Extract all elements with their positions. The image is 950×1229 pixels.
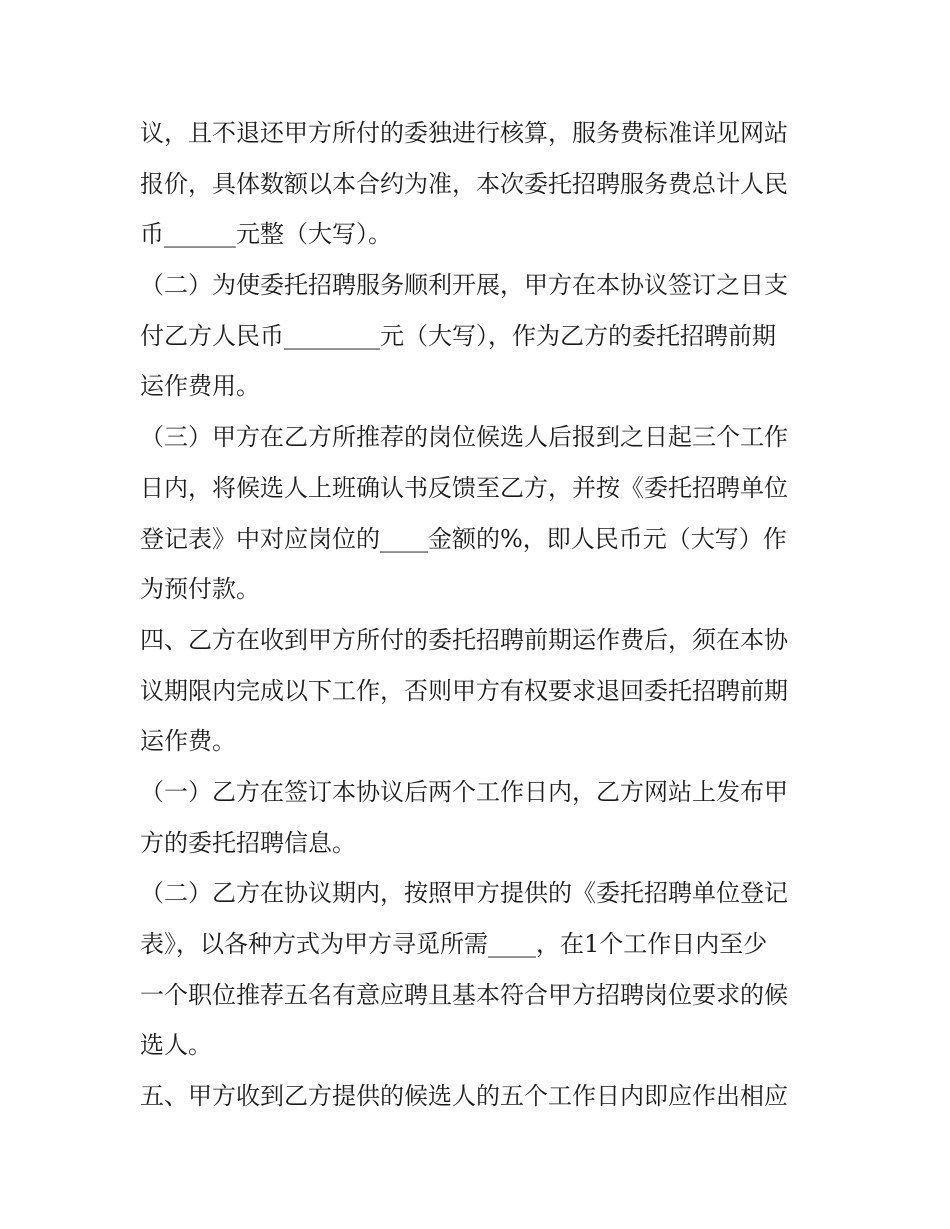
document-body	[140, 108, 820, 1122]
text-line: （三）甲方在乙方所推荐的岗位候选人后报到之日起三个工作	[140, 423, 788, 452]
text-line: 五、甲方收到乙方提供的候选人的五个工作日内即应作出相应	[140, 1082, 788, 1111]
text-line: 议期限内完成以下工作，否则甲方有权要求退回委托招聘前期	[140, 676, 788, 705]
text-line: 登记表》中对应岗位的____金额的%，即人民币元（大写）作	[140, 524, 787, 553]
text-line: 选人。	[140, 1031, 212, 1060]
text-line: （二）为使委托招聘服务顺利开展，甲方在本协议签订之日支	[140, 271, 788, 300]
text-line: 运作费用。	[140, 372, 260, 401]
text-line: 报价，具体数额以本合约为准，本次委托招聘服务费总计人民	[140, 169, 788, 198]
text-line: 一个职位推荐五名有意应聘且基本符合甲方招聘岗位要求的候	[140, 980, 788, 1009]
text-line: 方的委托招聘信息。	[140, 828, 356, 857]
text-line: 运作费。	[140, 727, 236, 756]
text-line: 付乙方人民币________元（大写），作为乙方的委托招聘前期	[140, 321, 776, 350]
text-line: 币______元整（大写）。	[140, 220, 392, 249]
text-line: 日内，将候选人上班确认书反馈至乙方，并按《委托招聘单位	[140, 473, 788, 502]
text-line: 为预付款。	[140, 575, 260, 604]
text-line: 表》，以各种方式为甲方寻觅所需____，在1个工作日内至少	[140, 930, 768, 958]
text-line: 议，且不退还甲方所付的委独进行核算，服务费标准详见网站	[140, 119, 788, 147]
text-line: （二）乙方在协议期内，按照甲方提供的《委托招聘单位登记	[140, 879, 788, 908]
text-line: 四、乙方在收到甲方所付的委托招聘前期运作费后，须在本协	[140, 625, 788, 654]
text-line: （一）乙方在签订本协议后两个工作日内，乙方网站上发布甲	[140, 777, 788, 806]
